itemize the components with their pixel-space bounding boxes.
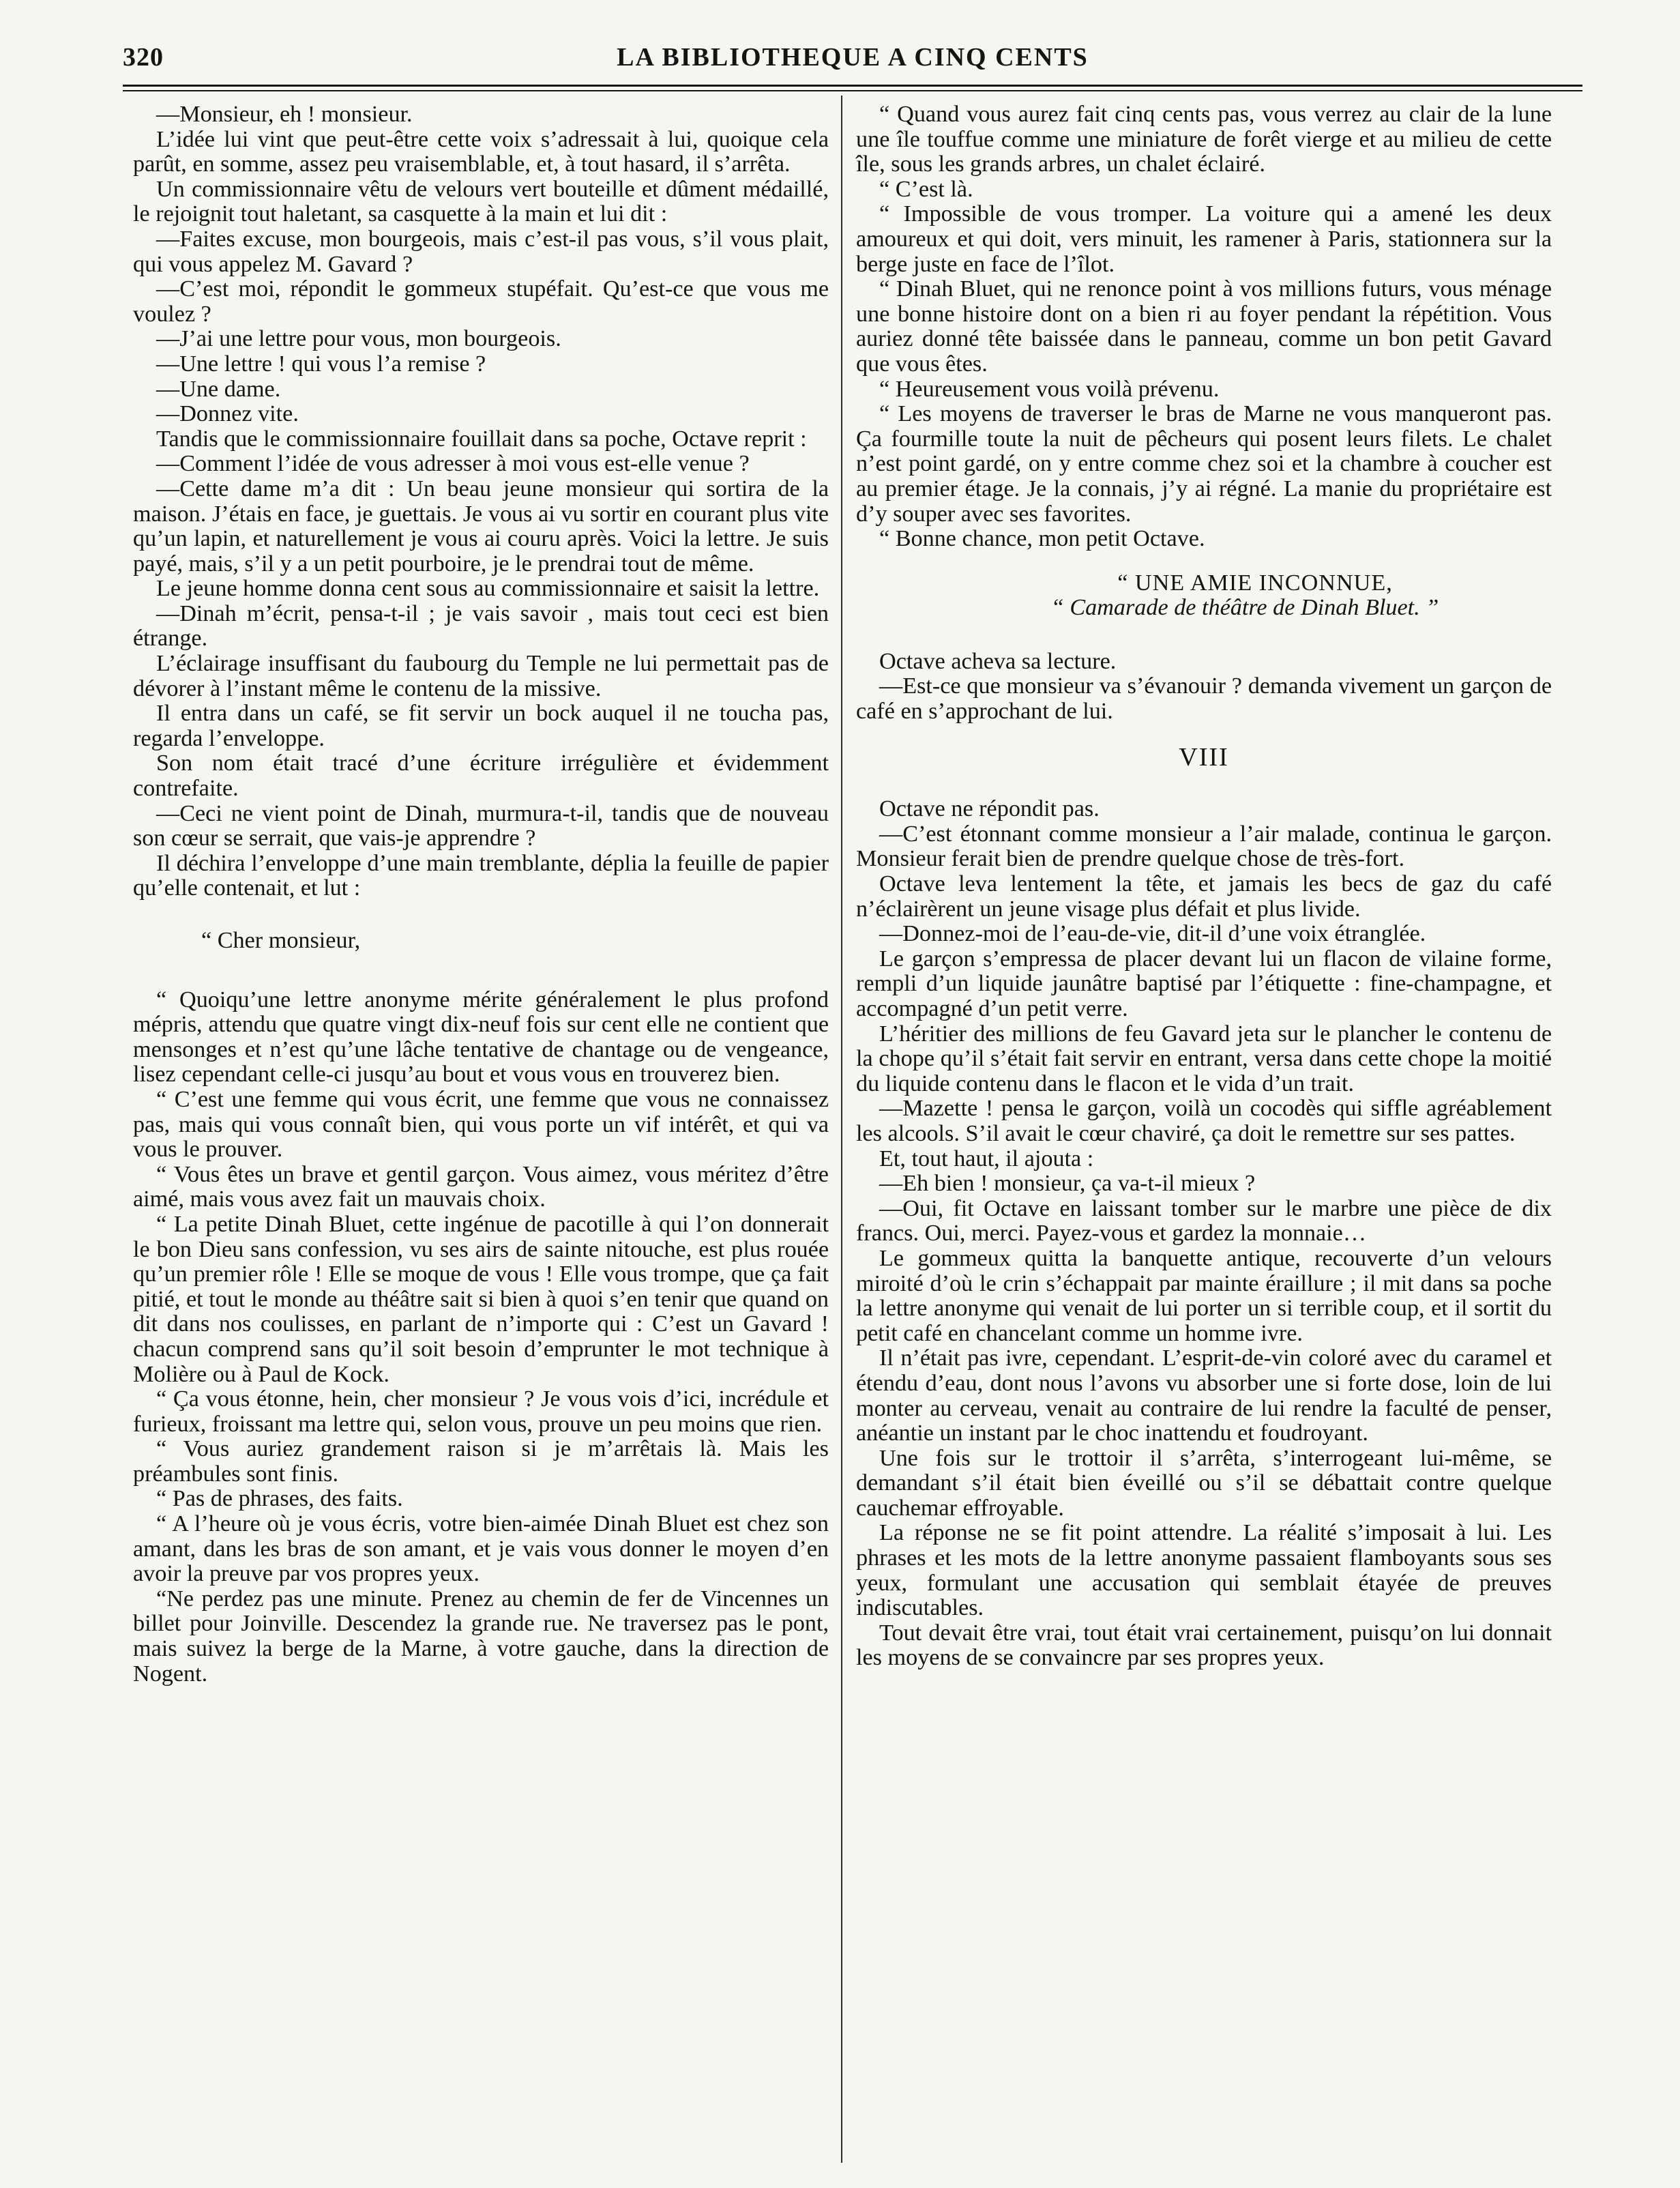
left-column xyxy=(133,102,829,1687)
letter-paragraph: “ Ça vous étonne, hein, cher monsieur ? Je vous vois d’ici, incrédule et furieux, froissant ma lettre qui, selon vous, prouve un peu moins que rien. xyxy=(133,1386,829,1437)
paragraph: —Oui, fit Octave en laissant tomber sur le marbre une pièce de dix francs. Oui, merci. Payez-vous et gardez la monnaie… xyxy=(856,1195,1552,1246)
header-rule-thin xyxy=(123,90,1582,91)
paragraph: La réponse ne se fit point attendre. La réalité s’imposait à lui. Les phrases et les mots de la lettre anonyme passaient flamboyants sous ses yeux, formulant une accusation qui semblait étayée de preuves indiscutables. xyxy=(856,1520,1552,1621)
paragraph: —Donnez-moi de l’eau-de-vie, dit-il d’une voix étranglée. xyxy=(879,921,1426,947)
paragraph: —Eh bien ! monsieur, ça va-t-il mieux ? xyxy=(879,1171,1256,1197)
paragraph: Il entra dans un café, se fit servir un bock auquel il ne toucha pas, regarda l’enveloppe. xyxy=(133,701,829,751)
letter-paragraph: “ Quoiqu’une lettre anonyme mérite généralement le plus profond mépris, attendu que quatre vingt dix-neuf fois sur cent elle ne contient que mensonges et n’est qu’une lâche tentative de chantage ou de vengeance, lisez cependant celle-ci jusqu’au bout et vous vous en trouverez bien. xyxy=(133,987,829,1088)
letter-paragraph: “ Pas de phrases, des faits. xyxy=(156,1486,403,1512)
letter-paragraph: “ Dinah Bluet, qui ne renonce point à vos millions futurs, vous ménage une bonne histoire dont on a bien ri au foyer pendant la répétition. Vous auriez donné tête baissée dans le panneau, comme un bon petit Gavard que vous êtes. xyxy=(856,276,1552,377)
paragraph: —Une lettre ! qui vous l’a remise ? xyxy=(156,351,486,377)
paragraph: Tout devait être vrai, tout était vrai certainement, puisqu’on lui donnait les moyens de se convaincre par ses propres yeux. xyxy=(856,1620,1552,1671)
letter-paragraph: “Ne perdez pas une minute. Prenez au chemin de fer de Vincennes un billet pour Joinville. Descendez la grande rue. Ne traversez pas le pont, mais suivez la berge de la Marne, à votre gauche, dans la direction de Nogent. xyxy=(133,1586,829,1687)
paragraph: —J’ai une lettre pour vous, mon bourgeois. xyxy=(156,326,561,352)
paragraph: Il déchira l’enveloppe d’une main tremblante, déplia la feuille de papier qu’elle contenait, et lut : xyxy=(133,850,829,901)
letter-paragraph: “ A l’heure où je vous écris, votre bien-aimée Dinah Bluet est chez son amant, dans les bras de son amant, et je vais vous donner le moyen d’en avoir la preuve par vos propres yeux. xyxy=(133,1511,829,1587)
paragraph: Le garçon s’empressa de placer devant lui un flacon de vilaine forme, rempli d’un liquide jaunâtre baptisé par l’étiquette : fine-champagne, et accompagné d’un petit verre. xyxy=(856,946,1552,1021)
paragraph: Et, tout haut, il ajouta : xyxy=(879,1146,1094,1171)
header-rule xyxy=(123,85,1582,87)
paragraph: —Mazette ! pensa le garçon, voilà un cocodès qui siffle agréablement les alcools. S’il avait le cœur chaviré, ça doit le remettre sur ses pattes. xyxy=(856,1096,1552,1146)
paragraph: —Une dame. xyxy=(156,376,281,402)
right-column xyxy=(856,102,1552,1671)
paragraph: —Donnez vite. xyxy=(156,401,299,427)
paragraph: Tandis que le commissionnaire fouillait dans sa poche, Octave reprit : xyxy=(156,426,807,452)
paragraph: Octave ne répondit pas. xyxy=(879,796,1100,822)
letter-paragraph: “ C’est une femme qui vous écrit, une femme que vous ne connaissez pas, mais qui vous connaît bien, qui vous porte un vif intérêt, et qui va vous le prouver. xyxy=(133,1086,829,1163)
page-number: 320 xyxy=(123,43,164,72)
paragraph: Le jeune homme donna cent sous au commissionnaire et saisit la lettre. xyxy=(156,576,820,602)
paragraph: —Comment l’idée de vous adresser à moi vous est-elle venue ? xyxy=(156,451,750,477)
letter-paragraph: “ Vous auriez grandement raison si je m’arrêtais là. Mais les préambules sont finis. xyxy=(133,1436,829,1487)
letter-paragraph: “ Heureusement vous voilà prévenu. xyxy=(879,376,1220,402)
letter-paragraph: “ Vous êtes un brave et gentil garçon. Vous aimez, vous méritez d’être aimé, mais vous avez fait un mauvais choix. xyxy=(133,1161,829,1212)
letter-salutation: “ Cher monsieur, xyxy=(201,928,361,953)
paragraph: —Est-ce que monsieur va s’évanouir ? demanda vivement un garçon de café en s’approchant de lui. xyxy=(856,673,1552,725)
letter-paragraph: “ La petite Dinah Bluet, cette ingénue de pacotille à qui l’on donnerait le bon Dieu sans confession, vu ses airs de sainte nitouche, est plus rouée qu’un premier rôle ! Elle se moque de vous ! Elle vous trompe, que ça fait pitié, et tout le monde au théâtre sait si bien à quoi s’en tenir que quand on dit dans nos coulisses, en parlant de n’importe qui : C’est un Gavard ! chacun comprend sans qu’il soit besoin d’emprunter le mot technique à Molière ou à Paul de Kock. xyxy=(133,1211,829,1387)
paragraph: —C’est moi, répondit le gommeux stupéfait. Qu’est-ce que vous me voulez ? xyxy=(133,276,829,327)
paragraph: —Monsieur, eh ! monsieur. xyxy=(156,102,413,127)
paragraph: Son nom était tracé d’une écriture irrégulière et évidemment contrefaite. xyxy=(133,750,829,802)
paragraph: Octave leva lentement la tête, et jamais les becs de gaz du café n’éclairèrent un jeune visage plus défait et plus livide. xyxy=(856,871,1552,922)
paragraph: —Dinah m’écrit, pensa-t-il ; je vais savoir , mais tout ceci est bien étrange. xyxy=(133,600,829,652)
letter-signature: “ UNE AMIE INCONNUE, xyxy=(1117,570,1393,596)
paragraph: —Ceci ne vient point de Dinah, murmura-t-il, tandis que de nouveau son cœur se serrait, que vais-je apprendre ? xyxy=(133,800,829,851)
letter-signature-subtitle: “ Camarade de théâtre de Dinah Bluet. ” xyxy=(1050,595,1439,621)
paragraph: Octave acheva sa lecture. xyxy=(879,648,1117,674)
paragraph: L’éclairage insuffisant du faubourg du Temple ne lui permettait pas de dévorer à l’instant même le contenu de la missive. xyxy=(133,651,829,701)
paragraph: Un commissionnaire vêtu de velours vert bouteille et dûment médaillé, le rejoignit tout haletant, sa casquette à la main et lui dit : xyxy=(133,176,829,227)
paragraph: —C’est étonnant comme monsieur a l’air malade, continua le garçon. Monsieur ferait bien de prendre quelque chose de très-fort. xyxy=(856,821,1552,872)
paragraph: —Faites excuse, mon bourgeois, mais c’est-il pas vous, s’il vous plait, qui vous appelez M. Gavard ? xyxy=(133,226,829,277)
chapter-heading: VIII xyxy=(1179,742,1229,772)
letter-paragraph: “ Quand vous aurez fait cinq cents pas, vous verrez au clair de la lune une île touffue comme une miniature de forêt vierge et au milieu de cette île, sous les grands arbres, un chalet éclairé. xyxy=(856,102,1552,177)
page-header xyxy=(123,42,1582,83)
letter-paragraph: “ Les moyens de traverser le bras de Marne ne vous manqueront pas. Ça fourmille toute la nuit de pêcheurs qui posent leurs filets. Le chalet n’est point gardé, on y entre comme chez soi et la chambre à coucher est au premier étage. Je la connais, j’y ai régné. La manie du propriétaire est d’y souper avec ses favorites. xyxy=(856,401,1552,527)
column-divider xyxy=(841,96,842,2163)
running-title: LA BIBLIOTHEQUE A CINQ CENTS xyxy=(617,43,1089,72)
paragraph: Le gommeux quitta la banquette antique, recouverte d’un velours miroité d’où le crin s’échappait par mainte éraillure ; il mit dans sa poche la lettre anonyme qui venait de lui porter un si terrible coup, et il sortit du petit café en chancelant comme un homme ivre. xyxy=(856,1245,1552,1346)
paragraph: L’héritier des millions de feu Gavard jeta sur le plancher le contenu de la chope qu’il s’était fait servir en entrant, versa dans cette chope la moitié du liquide contenu dans le flacon et le vida d’un trait. xyxy=(856,1021,1552,1096)
paragraph: L’idée lui vint que peut-être cette voix s’adressait à lui, quoique cela parût, en somme, assez peu vraisemblable, et, à tout hasard, il s’arrêta. xyxy=(133,126,829,177)
paragraph: —Cette dame m’a dit : Un beau jeune monsieur qui sortira de la maison. J’étais en face, je guettais. Je vous ai vu sortir en courant plus vite qu’un lapin, et naturellement je vous ai couru après. Voici la lettre. Je suis payé, mais, s’il y a un petit pourboire, je le prendrai tout de même. xyxy=(133,476,829,577)
paragraph: Il n’était pas ivre, cependant. L’esprit-de-vin coloré avec du caramel et étendu d’eau, dont nous l’avons vu absorber une si forte dose, loin de lui monter au cerveau, venait au contraire de lui rendre la faculté de penser, anéantie un instant par le choc inattendu et foudroyant. xyxy=(856,1345,1552,1446)
letter-paragraph: “ Bonne chance, mon petit Octave. xyxy=(879,526,1205,552)
paragraph: Une fois sur le trottoir il s’arrêta, s’interrogeant lui-même, se demandant s’il était bien éveillé ou s’il se débattait contre quelque cauchemar effroyable. xyxy=(856,1445,1552,1521)
letter-paragraph: “ Impossible de vous tromper. La voiture qui a amené les deux amoureux et qui doit, vers minuit, les ramener à Paris, stationnera sur la berge juste en face de l’îlot. xyxy=(856,201,1552,277)
letter-paragraph: “ C’est là. xyxy=(879,176,973,202)
